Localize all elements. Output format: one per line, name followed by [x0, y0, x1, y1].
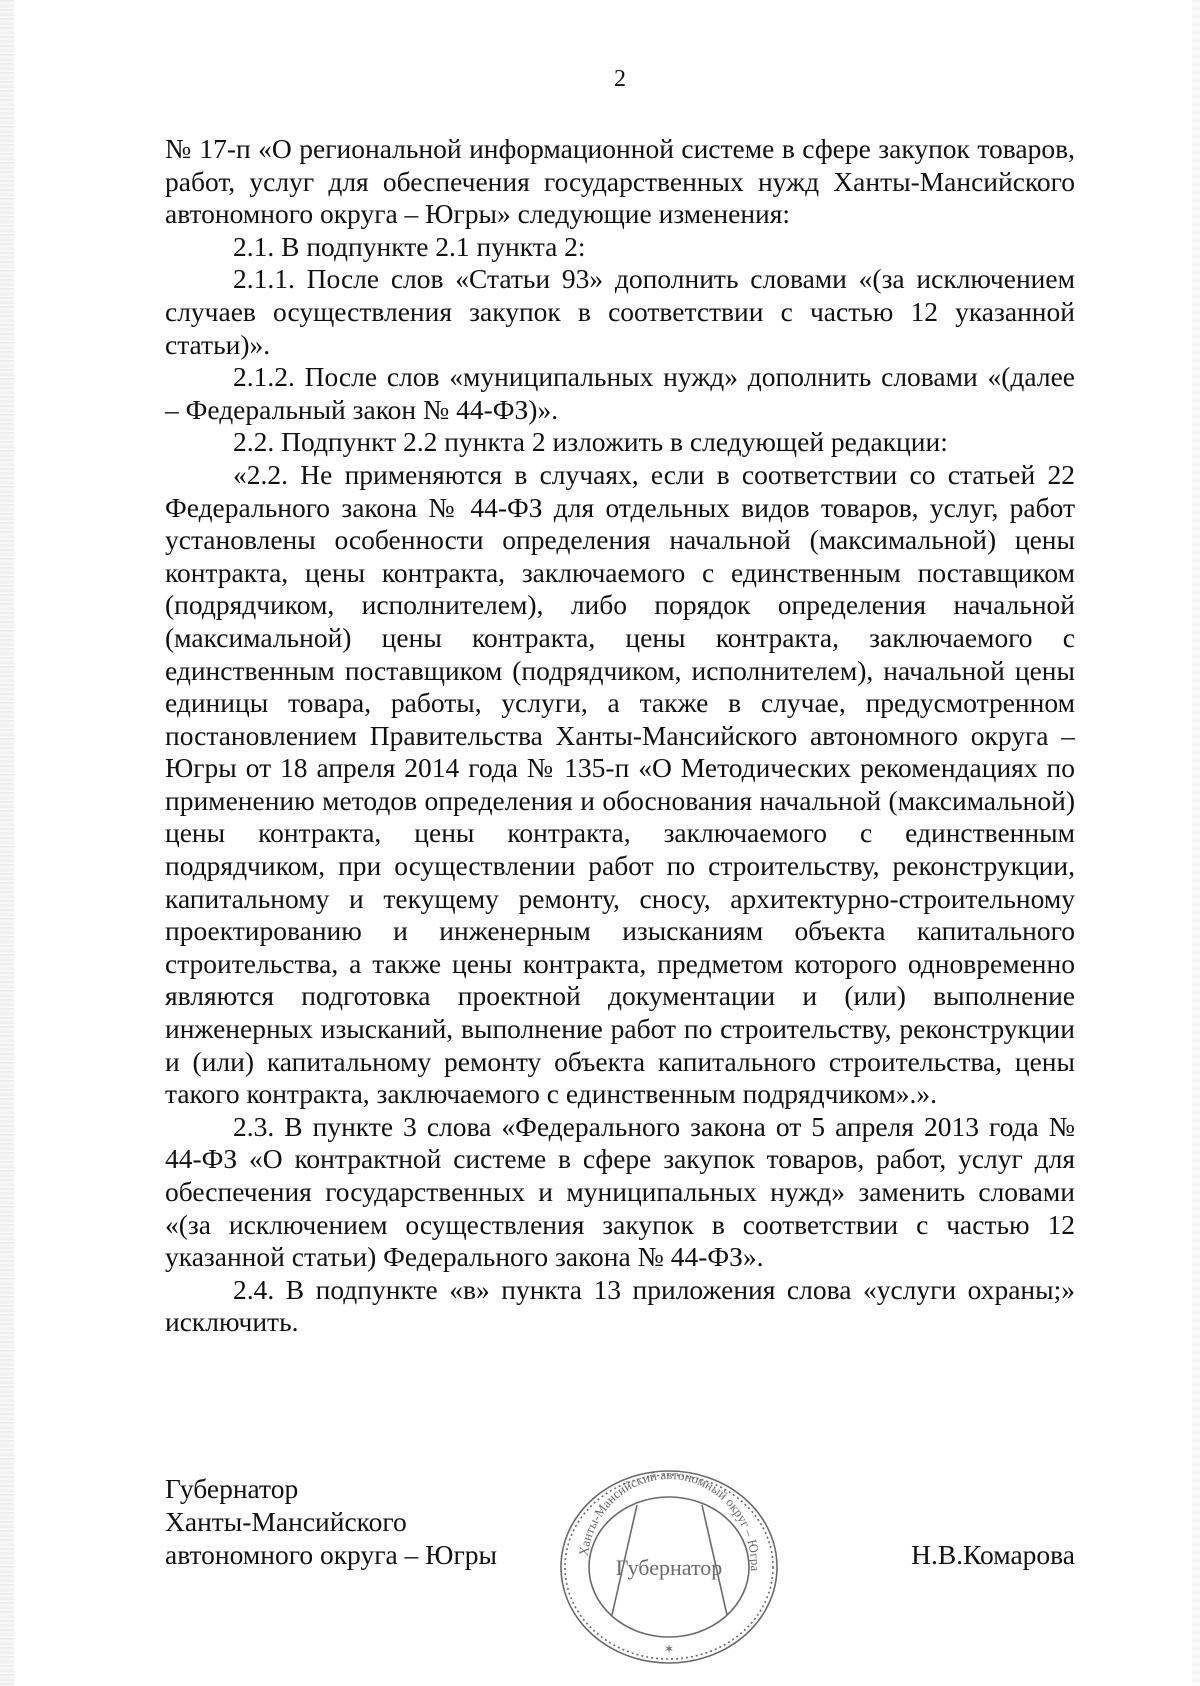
paragraph-3: 2.1.2. После слов «муниципальных нужд» дополнить словами «(далее – Федеральный закон № 44-ФЗ)».: [165, 361, 1075, 425]
seal-star-icon: ✶: [663, 1642, 675, 1656]
document-body: [165, 133, 1075, 1339]
paragraph-1: 2.1. В подпункте 2.1 пункта 2:: [233, 230, 586, 262]
signatory-name: Н.В.Комарова: [911, 1539, 1075, 1570]
paragraph-6: 2.3. В пункте 3 слова «Федерального закона от 5 апреля 2013 года № 44-ФЗ «О контрактной системе в сфере закупок товаров, работ, услуг для обеспечения государственных и муниципальных нужд» заменить словами «(за исключением осуществления закупок в соответствии с частью 12 указанной статьи) Федерального закона № 44-ФЗ».: [165, 1110, 1075, 1273]
signatory-title-line: Ханты-Мансийского: [165, 1506, 407, 1537]
page-number: 2: [614, 66, 626, 92]
signatory-title-line: Губернатор: [165, 1473, 299, 1504]
scan-edge-left: [0, 0, 14, 1686]
paragraph-0: № 17-п «О региональной информационной системе в сфере закупок товаров, работ, услуг для обеспечения государственных нужд Ханты-Мансийского автономного округа – Югры» следующие изменения:: [165, 133, 1075, 230]
official-seal: [552, 1465, 787, 1670]
paragraph-5: «2.2. Не применяются в случаях, если в соответствии со статьей 22 Федерального закона № 44-ФЗ для отдельных видов товаров, услуг, работ установлены особенности определения начальной (максимальной) цены контракта, цены контракта, заключаемого с единственным поставщиком (подрядчиком, исполнителем), либо порядок определения начальной (максимальной) цены контракта, цены контракта, заключаемого с единственным поставщиком (подрядчиком, исполнителем), начальной цены единицы товара, работы, услуги, а также в случае, предусмотренном постановлением Правительства Ханты-Мансийского автономного округа – Югры от 18 апреля 2014 года № 135-п «О Методических рекомендациях по применению методов определения и обоснования начальной (максимальной) цены контракта, цены контракта, заключаемого с единственным подрядчиком, при осуществлении работ по строительству, реконструкции, капитальному и текущему ремонту, сносу, архитектурно-строительному проектированию и инженерным изысканиям объекта капитального строительства, а также цены контракта, предметом которого одновременно являются подготовка проектной документации и (или) выполнение инженерных изысканий, выполнение работ по строительству, реконструкции и (или) капитальному ремонту объекта капитального строительства, цены такого контракта, заключаемого с единственным подрядчиком».».: [165, 458, 1075, 1110]
paragraph-2: 2.1.1. После слов «Статьи 93» дополнить словами «(за исключением случаев осуществления закупок в соответствии с частью 12 указанной статьи)».: [165, 263, 1075, 360]
paragraph-7: 2.4. В подпункте «в» пункта 13 приложения слова «услуги охраны;» исключить.: [165, 1273, 1075, 1338]
seal-ring-text: Ханты-Мансийский автономный округ – Югра: [575, 1466, 764, 1572]
signatory-title: [165, 1472, 497, 1571]
signatory-title-line: автономного округа – Югры: [165, 1539, 497, 1570]
scan-edge-right: [1192, 0, 1200, 1686]
paragraph-4: 2.2. Подпункт 2.2 пункта 2 изложить в следующей редакции:: [233, 426, 948, 458]
seal-center-text: Губернатор: [615, 1555, 723, 1580]
